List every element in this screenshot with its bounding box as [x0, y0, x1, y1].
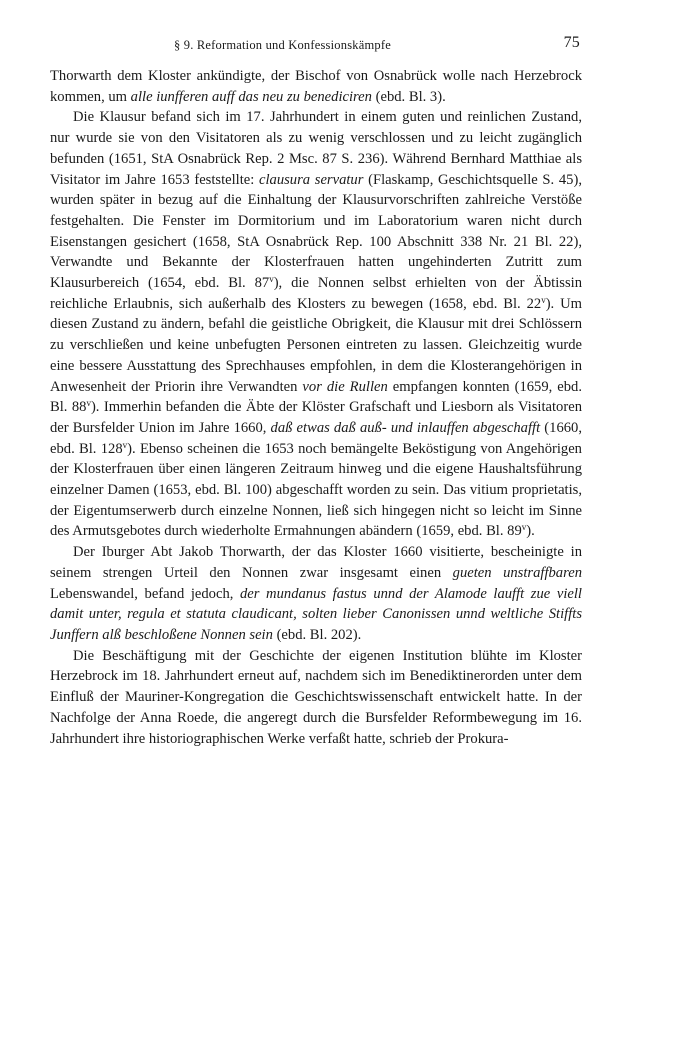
italic-quote: alle iunfferen auff das neu zu benediciren: [130, 88, 372, 105]
text-run: Der Iburger Abt Jakob Thorwarth, der das Kloster 1660 visitierte, bescheinigte in seinem strengen Urteil den Nonnen zwar insgesamt einen: [50, 544, 582, 581]
text-run: ). Um diesen Zustand zu ändern, befahl die geistliche Obrigkeit, die Klausur mit drei Schlössern zu verschließen und keine unbefugten Personen eintreten zu lassen. Gleichzeitig wurde eine bessere Ausstattung des Sprechhauses empfohlen, in dem die Klosterangehörigen in Anwesenheit der Priorin ihre Verwandten: [50, 295, 582, 395]
text-run: empfangen konnten (1659, ebd. Bl. 88: [50, 378, 582, 416]
text-run: (ebd. Bl. 202).: [272, 626, 362, 643]
paragraph: [50, 107, 582, 542]
text-run: (1660, ebd. Bl. 128: [50, 419, 582, 457]
verso-mark: v: [122, 439, 128, 450]
italic-quote: vor die Rullen: [302, 378, 388, 395]
text-run: ). Ebenso scheinen die 1653 noch bemängelte Beköstigung von Angehörigen der Klosterfrauen über einen längeren Zeitraum hinweg und die eigene Haushaltsführung einzelner Damen (1653, ebd. Bl. 100) abgeschafft worden zu sein. Das vitium proprietatis, der Eigentumserwerb durch einzelne Nonnen, ließ sich hingegen nicht so leicht im Sinne des Armutsgebotes durch wiederholte Ermahnungen abändern (1659, ebd. Bl. 89: [50, 440, 582, 540]
verso-mark: v: [269, 274, 274, 285]
text-run: ). Immerhin befanden die Äbte der Klöster Grafschaft und Liesborn als Visitatoren der Bursfelder Union im Jahre 1660,: [50, 399, 582, 436]
paragraph: [50, 646, 582, 750]
text-run: ), die Nonnen selbst erhielten von der Äbtissin reichliche Erlaubnis, sich außerhalb des Klosters zu bewegen (1658, ebd. Bl. 22: [50, 275, 582, 312]
verso-mark: v: [86, 398, 91, 409]
text-run: Die Klausur befand sich im 17. Jahrhundert in einem guten und reinlichen Zustand, nur wurde sie von den Visitatoren als zu wenig verschlossen und zu leicht zugänglich befunden (1651, StA Osnabrück Rep. 2 Msc. 87 S. 236). Während Bernhard Matthiae als Visitator im Jahre 1653 feststellte:: [50, 109, 582, 188]
italic-quote: der mundanus fastus unnd der Alamode laufft zue viell damit unter, regula et statuta claudicant, solten lieber Canonissen unnd weltliche Stiffts Junffern alß beschloßene Nonnen sein: [50, 585, 582, 643]
paragraph: [50, 66, 582, 107]
body-text: [50, 66, 582, 749]
paragraph: [50, 542, 582, 646]
verso-mark: v: [521, 522, 527, 533]
text-run: (Flaskamp, Geschichtsquelle S. 45), wurden später in bezug auf die Einhaltung der Klausurvorschriften zahlreiche Verstöße festgehalten. Die Fenster im Dormitorium und im Laboratorium waren nicht durch Eisenstangen gesichert (1658, StA Osnabrück Rep. 100 Abschnitt 338 Nr. 21 Bl. 22), Verwandte und Bekannte der Klosterfrauen hatten ungehinderten Zutritt zum Klausurbereich (1654, ebd. Bl. 87: [50, 171, 582, 292]
text-run: (ebd. Bl. 3).: [371, 88, 446, 105]
text-run: Thorwarth dem Kloster ankündigte, der Bischof von Osnabrück wolle nach Herzebrock kommen, um: [50, 68, 582, 105]
page-number: 75: [563, 34, 580, 51]
italic-quote: clausura servatur: [259, 171, 364, 188]
page-header: [62, 34, 580, 56]
text-run: Die Beschäftigung mit der Geschichte der eigenen Institution blühte im Kloster Herzebrock im 18. Jahrhundert erneut auf, nachdem sich im Benediktinerorden unter dem Einfluß der Mauriner-Kongregation die Geschichtswissenschaft entwickelt hatte. In der Nachfolge der Anna Roede, die angeregt durch die Bursfelder Reformbewegung im 16. Jahrhundert ihre historiographischen Werke verfaßt hatte, schrieb der Prokura-: [50, 647, 582, 747]
running-title: § 9. Reformation und Konfessionskämpfe: [174, 38, 391, 52]
text-run: Lebenswandel, befand jedoch,: [50, 585, 240, 602]
italic-quote: daß etwas daß auß- und inlauffen abgeschafft: [270, 419, 541, 436]
italic-quote: gueten unstraffbaren: [452, 564, 583, 581]
verso-mark: v: [541, 294, 546, 305]
text-run: ).: [526, 523, 535, 540]
